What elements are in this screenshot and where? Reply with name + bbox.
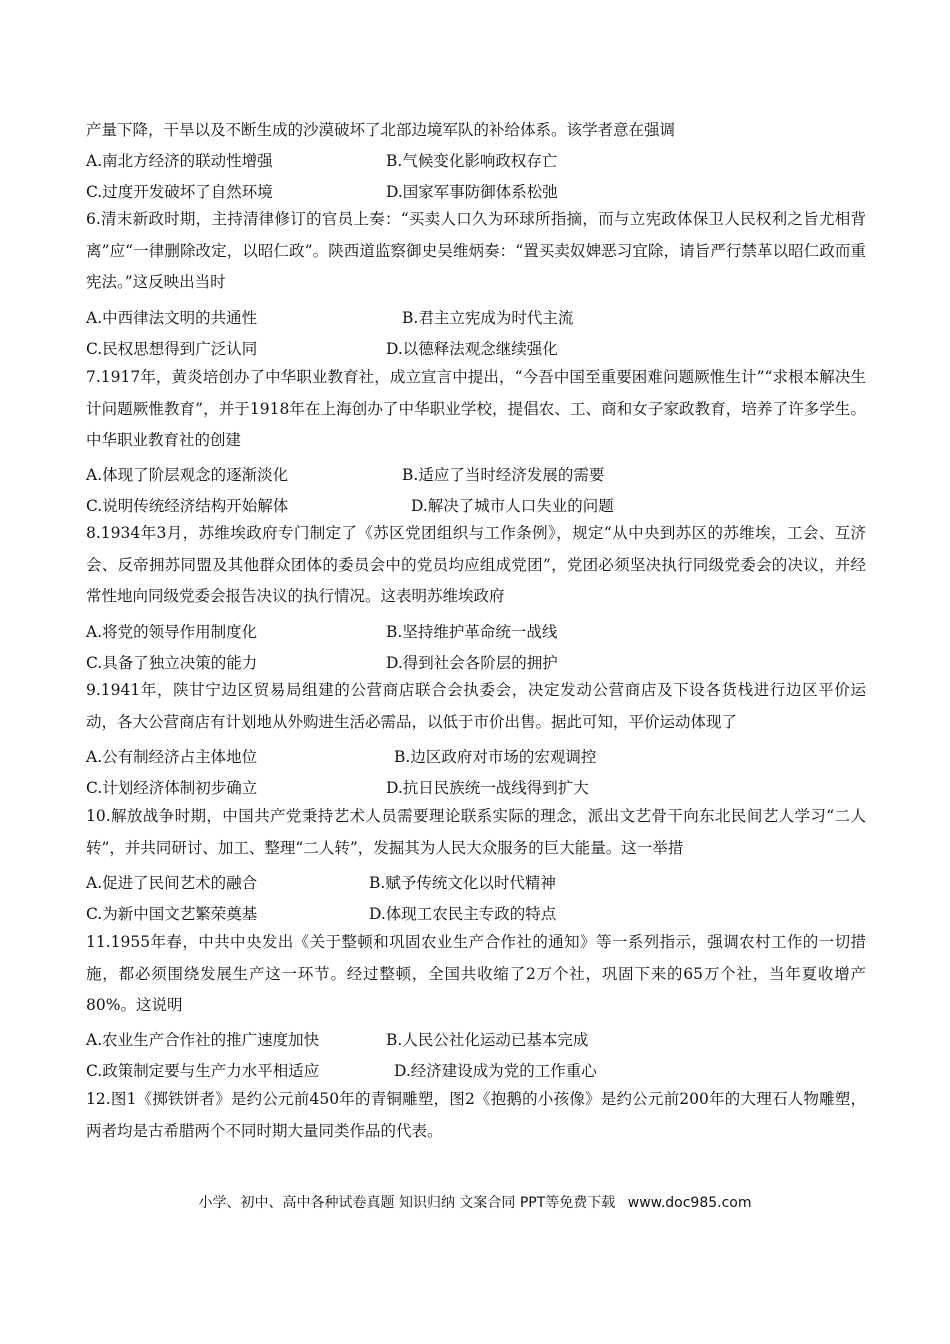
q5-option-a: A.南北方经济的联动性增强	[86, 152, 273, 170]
q10-stem: 10.解放战争时期，中国共产党秉持艺术人员需要理论联系实际的理念，派出文艺骨干向东北民间艺人学习“二人转”，并共同研讨、加工、整理“二人转”，发掘其为人民大众服务的巨大能量。这一举措	[86, 807, 866, 857]
q8-option-d: D.得到社会各阶层的拥护	[386, 654, 558, 672]
q11-option-a: A.农业生产合作社的推广速度加快	[86, 1031, 320, 1049]
q8-stem: 8.1934年3月，苏维埃政府专门制定了《苏区党团组织与工作条例》，规定“从中央到苏区的苏维埃，工会、互济会、反帝拥苏同盟及其他群众团体的委员会中的党员均应组成党团”，党团必须坚决执行同级党委会的决议，并经常性地向同级党委会报告决议的执行情况。这表明苏维埃政府	[86, 524, 866, 605]
q7-option-b: B.适应了当时经济发展的需要	[402, 466, 605, 484]
q11-stem: 11.1955年春，中共中央发出《关于整顿和巩固农业生产合作社的通知》等一系列指示，强调农村工作的一切措施，都必须围绕发展生产这一环节。经过整顿，全国共收缩了2万个社，巩固下来的65万个社，当年夏收增产80%。这说明	[86, 933, 866, 1014]
q9-stem: 9.1941年，陕甘宁边区贸易局组建的公营商店联合会执委会，决定发动公营商店及下设各货栈进行边区平价运动，各大公营商店有计划地从外购进生活必需品，以低于市价出售。据此可知，平价运动体现了	[86, 681, 866, 731]
q8-option-c: C.具备了独立决策的能力	[86, 654, 258, 672]
page-footer	[0, 1192, 950, 1212]
q11-option-d: D.经济建设成为党的工作重心	[394, 1062, 597, 1080]
intro-line: 产量下降，干旱以及不断生成的沙漠破坏了北部边境军队的补给体系。该学者意在强调	[86, 121, 676, 139]
q10-option-a: A.促进了民间艺术的融合	[86, 874, 258, 892]
q6-option-b: B.君主立宪成为时代主流	[402, 309, 574, 327]
q6-option-d: D.以德释法观念继续强化	[386, 340, 558, 358]
q8-option-a: A.将党的领导作用制度化	[86, 623, 258, 641]
q10-option-b: B.赋予传统文化以时代精神	[369, 874, 556, 892]
q9-option-a: A.公有制经济占主体地位	[86, 748, 258, 766]
q6-option-a: A.中西律法文明的共通性	[86, 309, 258, 327]
q6-stem: 6.清末新政时期，主持清律修订的官员上奏：“买卖人口久为环球所指摘，而与立宪政体保卫人民权利之旨尤相背离”应“一律删除改定，以昭仁政”。陕西道监察御史吴维炳奏：“置买卖奴婢恶习宜除，请旨严行禁革以昭仁政而重宪法。”这反映出当时	[86, 210, 866, 291]
q9-option-b: B.边区政府对市场的宏观调控	[394, 748, 597, 766]
q7-option-a: A.体现了阶层观念的逐渐淡化	[86, 466, 289, 484]
q9-option-c: C.计划经济体制初步确立	[86, 779, 258, 797]
q8-option-b: B.坚持维护革命统一战线	[386, 623, 558, 641]
q5-option-b: B.气候变化影响政权存亡	[386, 152, 558, 170]
q7-stem: 7.1917年，黄炎培创办了中华职业教育社，成立宣言中提出，“今吾中国至重要困难问题厥惟生计”“求根本解决生计问题厥惟教育”，并于1918年在上海创办了中华职业学校，提倡农、工、商和女子家政教育，培养了许多学生。中华职业教育社的创建	[86, 368, 866, 449]
q10-option-c: C.为新中国文艺繁荣奠基	[86, 905, 258, 923]
q10-option-d: D.体现工农民主专政的特点	[369, 905, 557, 923]
q12-stem: 12.图1《掷铁饼者》是约公元前450年的青铜雕塑，图2《抱鹅的小孩像》是约公元前200年的大理石人物雕塑，两者均是古希腊两个不同时期大量同类作品的代表。	[86, 1090, 866, 1140]
q7-option-d: D.解决了城市人口失业的问题	[411, 497, 614, 515]
q5-option-c: C.过度开发破坏了自然环境	[86, 183, 273, 201]
footer-site-link[interactable]: www.doc985.com	[627, 1195, 752, 1211]
q5-option-d: D.国家军事防御体系松弛	[386, 183, 558, 201]
q6-option-c: C.民权思想得到广泛认同	[86, 340, 258, 358]
footer-text: 小学、初中、高中各种试卷真题 知识归纳 文案合同 PPT等免费下载	[198, 1195, 616, 1211]
q7-option-c: C.说明传统经济结构开始解体	[86, 497, 289, 515]
q9-option-d: D.抗日民族统一战线得到扩大	[386, 779, 589, 797]
q11-option-c: C.政策制定要与生产力水平相适应	[86, 1062, 320, 1080]
q11-option-b: B.人民公社化运动已基本完成	[386, 1031, 589, 1049]
